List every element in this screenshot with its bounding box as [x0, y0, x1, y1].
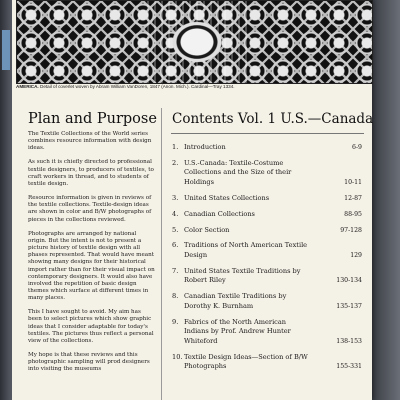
plan-paragraph: The Textile Collections of the World series combines resource information with design ideas. [28, 131, 152, 152]
toc-item [172, 159, 362, 188]
toc-title: U.S.-Canada: Textile-Costume Collections and the Size of their Holdings [184, 158, 292, 186]
toc-pages: 88-95 [344, 210, 362, 218]
caption-label: AMERICA. [16, 84, 39, 89]
plan-paragraph: Photographs are arranged by national origin. But the intent is not to present a picture history of textile design with all phases represented. That would have meant showing many designs for their historical import rather than for their visual impact on contemporary designers. It would also have involved the repetition of basic design themes which surface at different times in many places. [28, 230, 155, 302]
toc-title: Canadian Collections [184, 209, 255, 218]
toc-pages: 135-137 [336, 302, 362, 310]
plan-paragraph: As such it is chiefly directed to professional textile designers, to producers of textiles, to craft workers in thread, and to students of textile design. [28, 159, 154, 187]
toc-title: Textile Design Ideas—Section of B/W Photographs [184, 352, 308, 371]
toc-number: 1. [172, 143, 179, 151]
toc-item [172, 143, 362, 153]
toc-number: 3. [172, 193, 179, 202]
plan-heading: Plan and Purpose [28, 111, 157, 127]
toc-item [172, 353, 362, 372]
toc-item [172, 194, 362, 204]
contents-rule [171, 133, 364, 134]
toc-title: Canadian Textile Traditions by Dorothy K. Burnham [184, 292, 287, 310]
plan-paragraph: This I have sought to avoid. My aim has been to select pictures which show graphic ideas that I consider adaptable for today's textiles. The pictures thus reflect a personal view of the collections. [28, 309, 154, 344]
background-surface [372, 0, 400, 400]
table-of-contents [172, 143, 362, 378]
toc-number: 8. [172, 292, 179, 301]
toc-title: Color Section [184, 225, 230, 234]
toc-pages: 6-9 [352, 144, 362, 151]
adjacent-book-tab [2, 30, 10, 70]
coverlet-medallion [147, 1, 247, 83]
toc-pages: 155-331 [336, 363, 362, 371]
toc-number: 10. [172, 352, 183, 361]
toc-title: Introduction [184, 143, 226, 151]
photo-caption [16, 84, 372, 89]
toc-number: 4. [172, 209, 179, 218]
toc-pages: 97-128 [340, 226, 362, 234]
plan-body [28, 131, 156, 381]
toc-item [172, 292, 362, 311]
adjacent-book-edge [0, 0, 12, 400]
toc-number: 2. [172, 158, 179, 167]
toc-title: United States Textile Traditions by Robert Riley [184, 266, 301, 285]
toc-number: 9. [172, 317, 179, 326]
toc-number: 7. [172, 266, 179, 275]
toc-pages: 130-134 [336, 277, 362, 285]
toc-pages: 10-11 [344, 178, 362, 186]
toc-pages: 129 [350, 251, 362, 259]
toc-item [172, 241, 362, 260]
toc-item [172, 226, 362, 236]
caption-text: Detail of coverlet woven by Abram William VanDoren, 1847 (Anon. Mich.). Cardinal—Tray 1334. [40, 84, 235, 89]
toc-number: 5. [172, 225, 179, 234]
toc-item [172, 318, 362, 347]
toc-title: United States Collections [184, 193, 270, 202]
toc-number: 6. [172, 241, 179, 250]
toc-item [172, 210, 362, 220]
plan-paragraph: Resource information is given in reviews of the textile collections. Textile-design ideas are shown in color and B/W photographs of pieces in the collections reviewed. [28, 195, 152, 223]
column-divider [161, 108, 162, 400]
toc-title: Traditions of North American Textile Design [184, 241, 308, 259]
toc-pages: 12-87 [344, 194, 362, 202]
toc-title: Fabrics of the North American Indians by Prof. Andrew Hunter Whiteford [184, 317, 291, 345]
plan-paragraph: My hope is that these reviews and this photographic sampling will prod designers into visiting the museums [28, 352, 150, 373]
toc-pages: 138-153 [336, 337, 362, 345]
contents-heading: Contents Vol. 1 U.S.—Canada [172, 111, 374, 127]
coverlet-photo [16, 0, 373, 84]
toc-item [172, 267, 362, 286]
